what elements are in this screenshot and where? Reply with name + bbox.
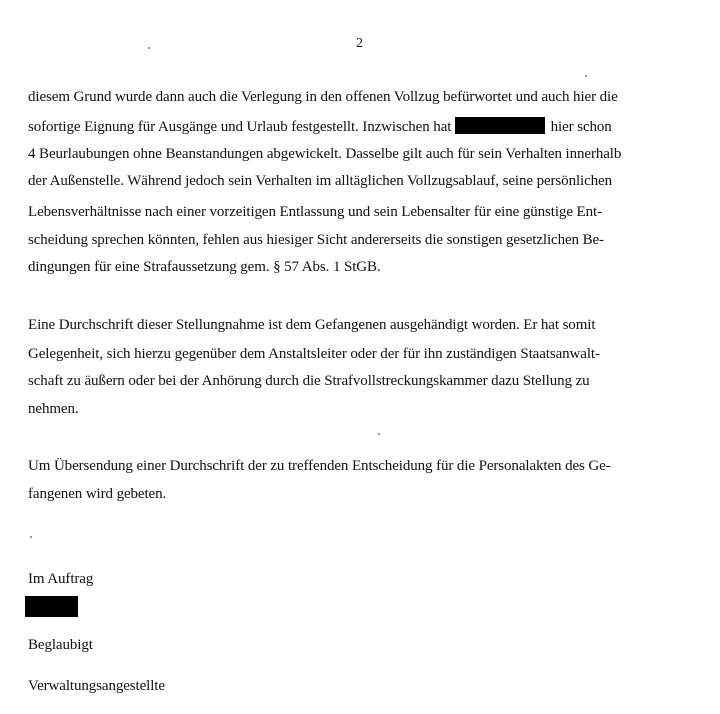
paragraph-3-line-1: Um Übersendung einer Durchschrift der zu treffenden Entscheidung für die Personalakten des Ge- (28, 458, 611, 474)
paragraph-1-line-7: dingungen für eine Strafaussetzung gem. § 57 Abs. 1 StGB. (28, 259, 381, 275)
paragraph-2-line-2: Gelegenheit, sich hierzu gegenüber dem Anstaltsleiter oder der für ihn zuständigen Staatsanwalt- (28, 346, 600, 362)
page-number: 2 (356, 36, 363, 51)
closing-beglaubigt: Beglaubigt (28, 637, 93, 653)
paragraph-1-line-2-start: sofortige Eignung für Ausgänge und Urlaub festgestellt. Inzwischen hat (28, 119, 452, 135)
closing-title: Verwaltungsangestellte (28, 678, 165, 694)
scan-speck (30, 536, 32, 538)
paragraph-2-line-1: Eine Durchschrift dieser Stellungnahme ist dem Gefangenen ausgehändigt worden. Er hat somit (28, 317, 596, 333)
scan-speck (378, 433, 380, 435)
paragraph-1-line-4: der Außenstelle. Während jedoch sein Verhalten im alltäglichen Vollzugsablauf, seine persönlichen (28, 173, 613, 189)
closing-im-auftrag: Im Auftrag (28, 571, 94, 587)
paragraph-1-line-5: Lebensverhältnisse nach einer vorzeitigen Entlassung und sein Lebensalter für eine günstige Ent- (28, 204, 602, 220)
paragraph-3-line-2: fangenen wird gebeten. (28, 486, 167, 502)
paragraph-1-line-1: diesem Grund wurde dann auch die Verlegung in den offenen Vollzug befürwortet und auch hier die (28, 89, 618, 105)
scan-speck (585, 75, 587, 77)
redaction-bar-signature (25, 596, 78, 617)
scan-speck (148, 47, 150, 49)
paragraph-1-line-3: 4 Beurlaubungen ohne Beanstandungen abgewickelt. Dasselbe gilt auch für sein Verhalten innerhalb (28, 146, 622, 162)
paragraph-1-line-6: scheidung sprechen könnten, fehlen aus hiesiger Sicht andererseits die sonstigen gesetzlichen Be- (28, 232, 604, 248)
paragraph-2-line-3: schaft zu äußern oder bei der Anhörung durch die Strafvollstreckungskammer dazu Stellung zu (28, 373, 590, 389)
paragraph-1-line-2-end: hier schon (550, 119, 612, 135)
redaction-bar-name (455, 117, 545, 134)
paragraph-1-line-2 (28, 117, 612, 135)
paragraph-2-line-4: nehmen. (28, 401, 79, 417)
